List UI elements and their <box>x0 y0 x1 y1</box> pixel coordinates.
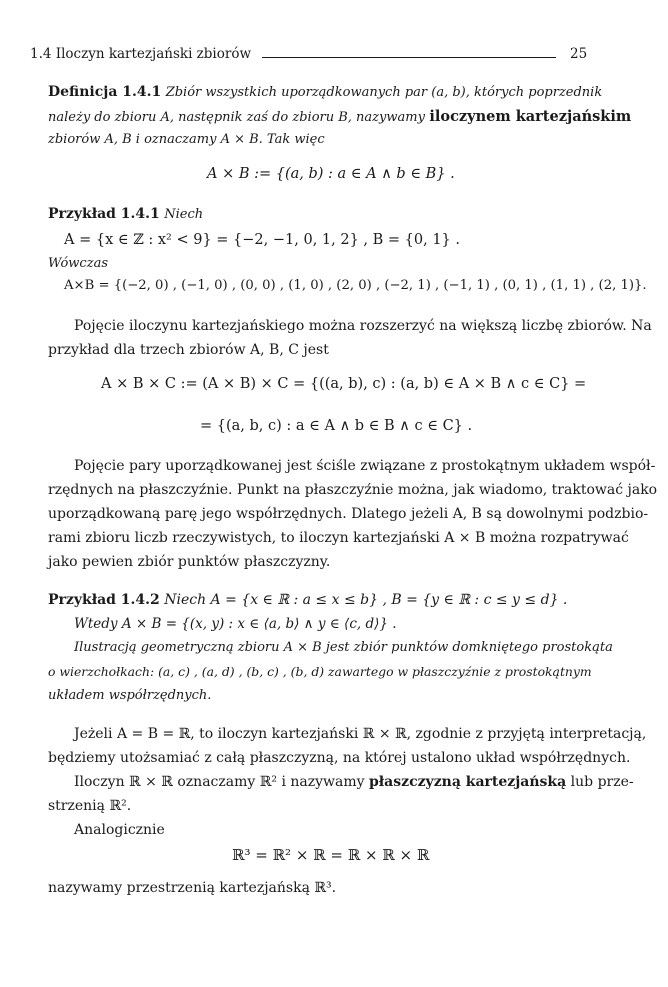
example-2-label: Przykład 1.4.2 <box>48 592 160 608</box>
paragraph-1-formula-2: = {(a, b, c) : a ∈ A ∧ b ∈ B ∧ c ∈ C} . <box>200 418 473 434</box>
paragraph-3-formula: ℝ³ = ℝ² × ℝ = ℝ × ℝ × ℝ <box>232 846 430 864</box>
paragraph-1-formula-1: A × B × C := (A × B) × C = {((a, b), c) : (a, b) ∈ A × B ∧ c ∈ C} = <box>101 376 587 392</box>
example-1-intro: Niech <box>164 207 204 222</box>
definition-label: Definicja 1.4.1 <box>48 84 162 100</box>
definition-term: iloczynem kartezjańskim <box>429 108 632 125</box>
example-2-line-2: Wtedy A × B = {(x, y) : x ∈ ⟨a, b⟩ ∧ y ∈ ⟨c, d⟩} . <box>74 616 397 632</box>
example-2-line-3: Ilustracją geometryczną zbioru A × B jest zbiór punktów domkniętego prostokąta <box>74 640 613 655</box>
paragraph-2-line-5: jako pewien zbiór punktów płaszczyzny. <box>48 554 331 570</box>
paragraph-3-line-3 <box>74 774 634 790</box>
paragraph-2-line-3: uporządkowaną parę jego współrzędnych. Dlatego jeżeli A, B są dowolnymi podzbio- <box>48 506 649 522</box>
definition-line-2-wrap <box>48 108 631 125</box>
example-1-then: Wówczas <box>48 256 108 271</box>
paragraph-1-line-2: przykład dla trzech zbiorów A, B, C jest <box>48 342 329 358</box>
page-number: 25 <box>570 46 588 62</box>
paragraph-3-line-3-post: lub prze- <box>570 774 634 790</box>
paragraph-3-line-2: będziemy utożsamiać z całą płaszczyzną, na której ustalono układ współrzędnych. <box>48 750 631 766</box>
example-1-heading <box>48 206 203 222</box>
example-2-heading <box>48 592 567 608</box>
definition-line-1: Zbiór wszystkich uporządkowanych par (a, b), których poprzednik <box>165 85 603 100</box>
paragraph-3-analog: Analogicznie <box>74 822 165 838</box>
definition-formula: A × B := {(a, b) : a ∈ A ∧ b ∈ B} . <box>207 166 455 182</box>
paragraph-3-line-3-pre: Iloczyn ℝ × ℝ oznaczamy ℝ² i nazywamy <box>74 774 365 790</box>
example-2-line-5: układem współrzędnych. <box>48 688 212 703</box>
example-2-line-1: Niech A = {x ∈ ℝ : a ≤ x ≤ b} , B = {y ∈ ℝ : c ≤ y ≤ d} . <box>164 592 568 608</box>
running-header-section: 1.4 Iloczyn kartezjański zbiorów <box>30 46 252 62</box>
example-1-product: A×B = {(−2, 0) , (−1, 0) , (0, 0) , (1, 0) , (2, 0) , (−2, 1) , (−1, 1) , (0, 1) , (1, 1) , (2, 1)}. <box>64 278 647 293</box>
example-1-sets: A = {x ∈ ℤ : x² < 9} = {−2, −1, 0, 1, 2} , B = {0, 1} . <box>64 232 460 248</box>
paragraph-3-line-1: Jeżeli A = B = ℝ, to iloczyn kartezjański ℝ × ℝ, zgodnie z przyjętą interpretacją, <box>74 726 647 742</box>
paragraph-3-term: płaszczyzną kartezjańską <box>369 774 567 790</box>
paragraph-2-line-2: rzędnych na płaszczyźnie. Punkt na płaszczyźnie można, jak wiadomo, traktować jako <box>48 482 658 498</box>
paragraph-3-line-4: strzenią ℝ². <box>48 798 132 814</box>
paragraph-2-line-1: Pojęcie pary uporządkowanej jest ściśle związane z prostokątnym układem współ- <box>74 458 656 474</box>
definition-line-3: zbiorów A, B i oznaczamy A × B. Tak więc <box>48 132 325 147</box>
example-2-line-4: o wierzchołkach: (a, c) , (a, d) , (b, c) , (b, d) zawartego w płaszczyźnie z prostokątnym <box>48 664 592 679</box>
paragraph-2-line-4: rami zbioru liczb rzeczywistych, to iloczyn kartezjański A × B można rozpatrywać <box>48 530 629 546</box>
definition-line-2: należy do zbioru A, następnik zaś do zbioru B, nazywamy <box>48 110 425 125</box>
header-rule <box>262 57 556 58</box>
paragraph-1-line-1: Pojęcie iloczynu kartezjańskiego można rozszerzyć na większą liczbę zbiorów. Na <box>74 318 652 334</box>
definition-block <box>48 84 602 100</box>
example-1-label: Przykład 1.4.1 <box>48 206 160 222</box>
paragraph-3-last: nazywamy przestrzenią kartezjańską ℝ³. <box>48 880 337 896</box>
